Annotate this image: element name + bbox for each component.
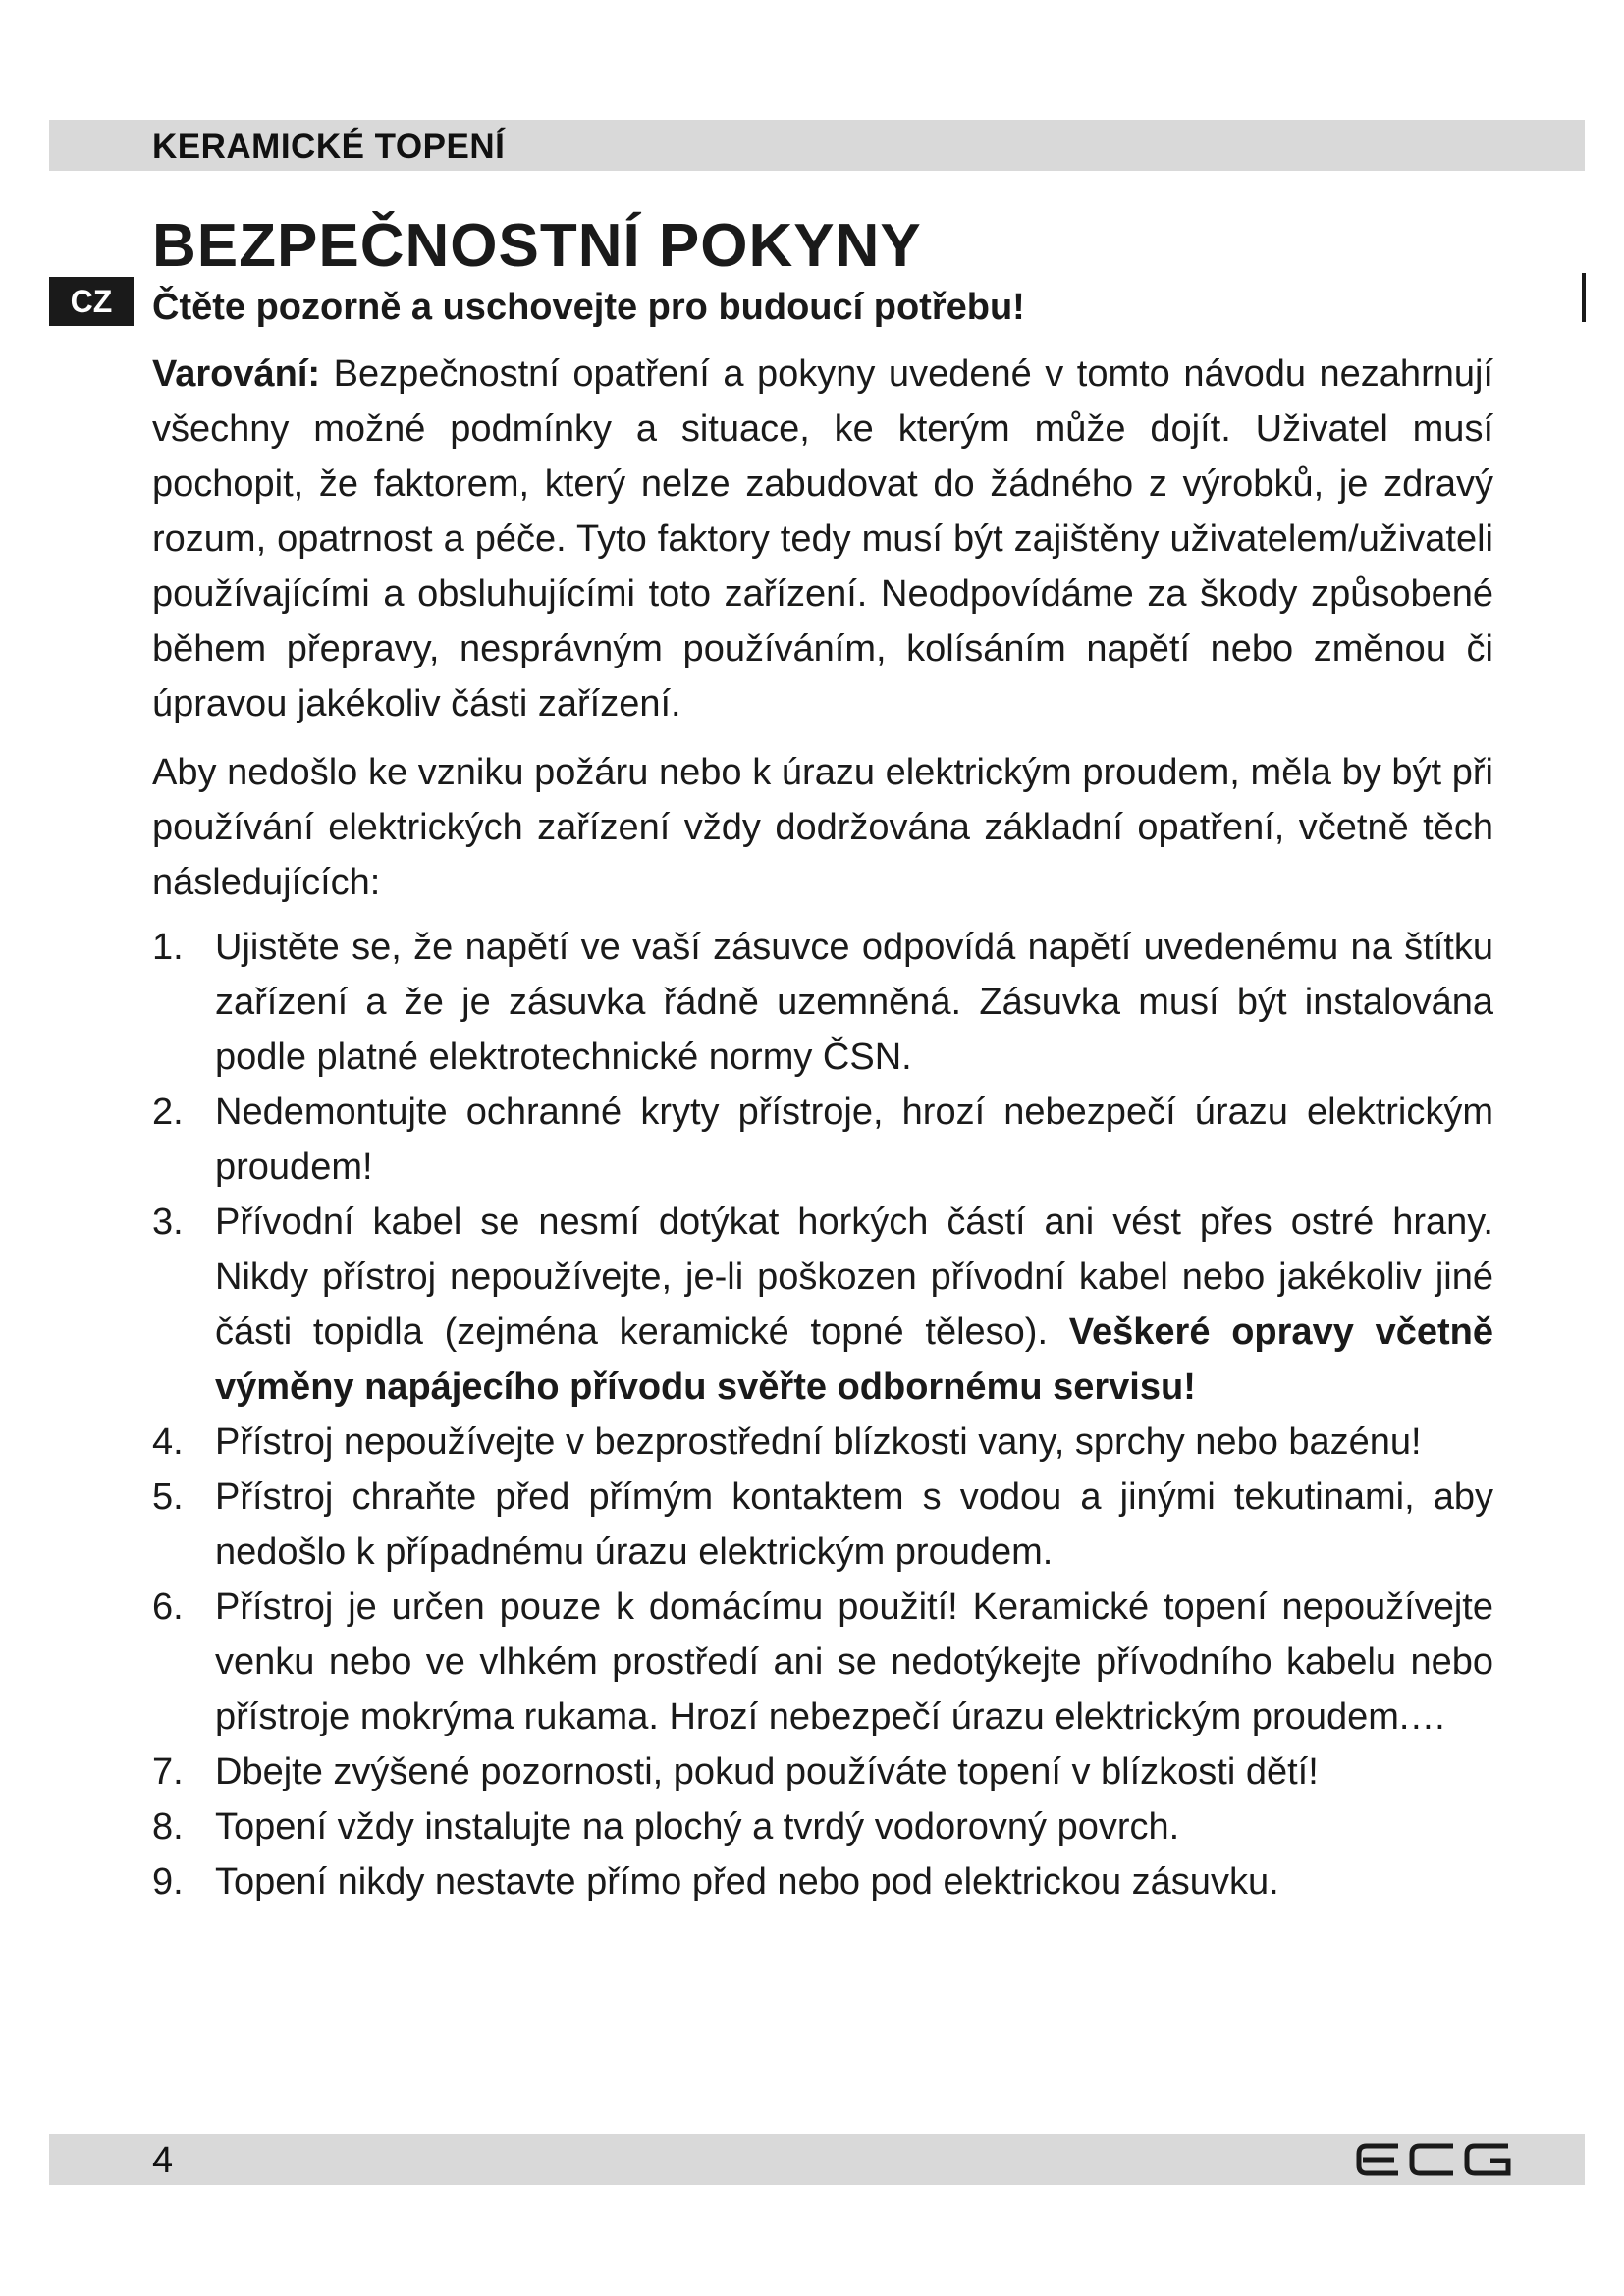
page-number: 4 — [152, 2140, 174, 2181]
margin-mark — [1582, 273, 1586, 322]
safety-rules-list — [152, 920, 1493, 1909]
list-item — [152, 1469, 1493, 1579]
footer-bar — [49, 2134, 1585, 2185]
list-item-number: 9. — [152, 1861, 184, 1902]
list-item — [152, 1799, 1493, 1854]
list-item — [152, 1854, 1493, 1909]
list-item — [152, 1415, 1493, 1469]
list-item — [152, 1579, 1493, 1744]
list-item-text: Přívodní kabel se nesmí dotýkat horkých částí ani vést přes ostré hrany. Nikdy přístroj nepoužívejte, je-li poškozen přívodní kabel nebo jakékoliv jiné části topidla (zejména keramické topné těleso). — [215, 1201, 1493, 1353]
list-item-text: Ujistěte se, že napětí ve vaší zásuvce odpovídá napětí uvedenému na štítku zařízení a že je zásuvka řádně uzemněná. Zásuvka musí být instalována podle platné elektrotechnické normy ČSN. — [215, 927, 1493, 1078]
main-content — [152, 211, 1493, 1909]
section-label: KERAMICKÉ TOPENÍ — [152, 128, 506, 166]
ecg-logo-icon — [1355, 2140, 1512, 2179]
warning-text: Bezpečnostní opatření a pokyny uvedené v tomto návodu nezahrnují všechny možné podmínky a situace, ke kterým může dojít. Uživatel musí pochopit, že faktorem, který nelze zabudovat do žádného z výrobků, je zdravý rozum, opatrnost a péče. Tyto faktory tedy musí být zajištěny uživatelem/uživateli používajícími a obsluhujícími toto zařízení. Neodpovídáme za škody způsobené během přepravy, nesprávným používáním, kolísáním napětí nebo změnou či úpravou jakékoliv části zařízení. — [152, 353, 1493, 724]
list-item-number: 3. — [152, 1201, 184, 1243]
list-item-text: Topení vždy instalujte na plochý a tvrdý vodorovný povrch. — [215, 1806, 1180, 1847]
warning-paragraph — [152, 347, 1493, 731]
list-item — [152, 1744, 1493, 1799]
list-item-number: 1. — [152, 927, 184, 968]
list-item-text: Dbejte zvýšené pozornosti, pokud používáte topení v blízkosti dětí! — [215, 1751, 1319, 1792]
list-item-number: 7. — [152, 1751, 184, 1792]
list-item-text: Přístroj je určen pouze k domácímu použití! Keramické topení nepoužívejte venku nebo ve vlhkém prostředí ani se nedotýkejte přívodního kabelu nebo přístroje mokrýma rukama. Hrozí nebezpečí úrazu elektrickým proudem.… — [215, 1586, 1493, 1737]
list-item-text: Nedemontujte ochranné kryty přístroje, hrozí nebezpečí úrazu elektrickým proudem! — [215, 1092, 1493, 1188]
list-item-bold-text: Veškeré opravy včetně výměny napájecího přívodu svěřte odbornému servisu! — [215, 1311, 1493, 1408]
list-item-number: 8. — [152, 1806, 184, 1847]
header-bar — [49, 120, 1585, 171]
list-item-text: Přístroj nepoužívejte v bezprostřední blízkosti vany, sprchy nebo bazénu! — [215, 1421, 1422, 1463]
list-item — [152, 1085, 1493, 1195]
list-item-number: 5. — [152, 1476, 184, 1518]
list-item — [152, 920, 1493, 1085]
list-item-number: 2. — [152, 1092, 184, 1133]
page-title: BEZPEČNOSTNÍ POKYNY — [152, 212, 922, 280]
language-tab: CZ — [49, 277, 134, 326]
list-item-text: Topení nikdy nestavte přímo před nebo pod elektrickou zásuvku. — [215, 1861, 1279, 1902]
warning-label: Varování: — [152, 353, 321, 395]
list-item-number: 4. — [152, 1421, 184, 1463]
list-item-text: Přístroj chraňte před přímým kontaktem s vodou a jinými tekutinami, aby nedošlo k případnému úrazu elektrickým proudem. — [215, 1476, 1493, 1573]
list-item-number: 6. — [152, 1586, 184, 1628]
page-subtitle: Čtěte pozorně a uschovejte pro budoucí potřebu! — [152, 287, 1025, 328]
list-item — [152, 1195, 1493, 1415]
intro-paragraph: Aby nedošlo ke vzniku požáru nebo k úrazu elektrickým proudem, měla by být při používání elektrických zařízení vždy dodržována základní opatření, včetně těch následujících: — [152, 752, 1493, 903]
